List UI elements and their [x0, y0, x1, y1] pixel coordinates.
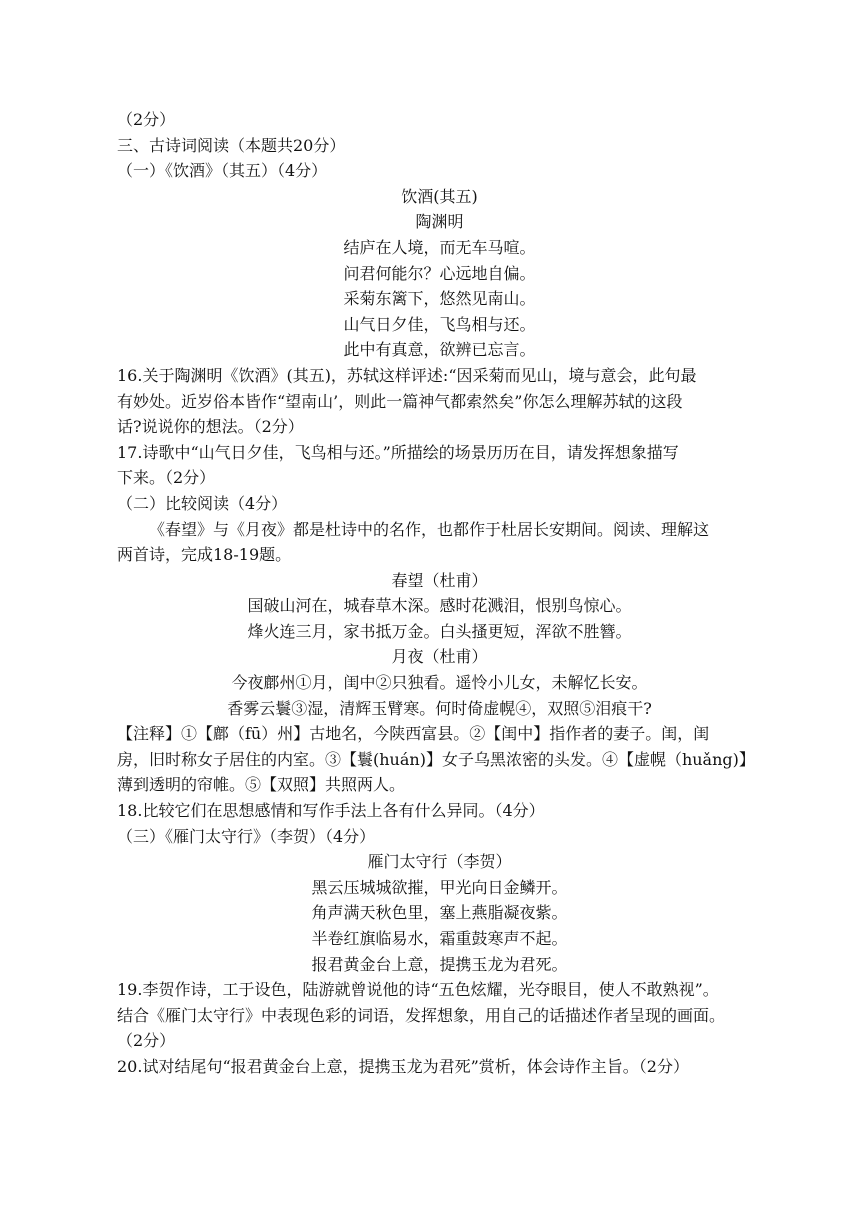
poem-line: 今夜鄜州①月，闺中②只独看。遥怜小儿女，未解忆长安。	[231, 673, 648, 693]
question-17-line: 下来。（2分）	[117, 468, 216, 488]
poem-line: 问君何能尔？心远地自偏。	[343, 263, 536, 283]
question-16-line: 有妙处。近岁俗本皆作“望南山’，则此一篇神气都索然矣”你怎么理解苏轼的这段	[117, 391, 683, 411]
question-16-line: 16.关于陶渊明《饮酒》(其五)，苏轼这样评述:“因采菊而见山，境与意会，此句最	[117, 365, 697, 385]
intro-line: 两首诗，完成18-19题。	[117, 545, 292, 565]
poem-line: 香雾云鬟③湿，清辉玉臂寒。何时倚虚幌④，双照⑤泪痕干?	[227, 698, 652, 718]
subsection-heading-3: （三）《雁门太守行》（李贺）（4分）	[117, 826, 376, 846]
section-heading: 三、古诗词阅读（本题共20分）	[117, 135, 346, 155]
poem-line: 国破山河在，城春草木深。感时花溅泪，恨别鸟惊心。	[247, 596, 632, 616]
poem-line: 烽火连三月，家书抵万金。白头搔更短，浑欲不胜簪。	[247, 621, 632, 641]
question-19-line: 19.李贺作诗，工于设色，陆游就曾说他的诗“五色炫耀，光夺眼目，使人不敢熟视”。	[117, 980, 719, 1000]
question-19-line: 结合《雁门太守行》中表现色彩的词语，发挥想象，用自己的话描述作者呈现的画面。	[117, 1005, 726, 1025]
poem-title-chunwang: 春望（杜甫）	[391, 570, 488, 590]
question-19-line: （2分）	[117, 1031, 176, 1051]
poem-line: 山气日夕佳，飞鸟相与还。	[343, 314, 536, 334]
poem-line: 结庐在人境，而无车马喧。	[343, 237, 536, 257]
subsection-heading-2: （二）比较阅读（4分）	[117, 493, 288, 513]
exam-page	[117, 107, 762, 1080]
poem-line: 角声满天秋色里，塞上燕脂凝夜紫。	[311, 903, 568, 923]
poem-title-yanmen: 雁门太守行（李贺）	[367, 852, 512, 872]
poem-title-yinjiu: 饮酒(其五)	[401, 186, 478, 206]
poem-line: 采菊东篱下，悠然见南山。	[343, 289, 536, 309]
annotation-line: 【注释】①【鄜（fū）州】古地名，今陕西富县。②【闺中】指作者的妻子。闺，闺	[117, 724, 710, 744]
score-note: （2分）	[117, 110, 176, 129]
annotation-line: 薄到透明的帘帷。⑤【双照】共照两人。	[117, 775, 406, 795]
intro-line: 《春望》与《月夜》都是杜诗中的名作，也都作于杜居长安期间。阅读、理解这	[149, 519, 710, 539]
subsection-heading-1: （一）《饮酒》（其五）（4分）	[117, 161, 328, 181]
question-16-line: 话?说说你的想法。（2分）	[117, 417, 304, 437]
poem-title-yueye: 月夜（杜甫）	[391, 647, 488, 667]
poem-author-yinjiu: 陶渊明	[415, 212, 464, 232]
poem-line: 黑云压城城欲摧，甲光向日金鳞开。	[311, 877, 568, 897]
question-17-line: 17.诗歌中“山气日夕佳，飞鸟相与还。”所描绘的场景历历在目，请发挥想象描写	[117, 442, 679, 462]
poem-line: 此中有真意，欲辨已忘言。	[343, 340, 536, 360]
poem-line: 报君黄金台上意，提携玉龙为君死。	[311, 954, 568, 974]
poem-line: 半卷红旗临易水，霜重鼓寒声不起。	[311, 929, 568, 948]
question-20: 20.试对结尾句“报君黄金台上意，提携玉龙为君死”赏析，体会诗作主旨。（2分）	[117, 1056, 689, 1076]
annotation-line: 房，旧时称女子居住的内室。③【鬟(huán)】女子乌黑浓密的头发。④【虚幌（huǎng)】	[117, 749, 755, 769]
question-18: 18.比较它们在思想感情和写作手法上各有什么异同。（4分）	[117, 801, 545, 821]
